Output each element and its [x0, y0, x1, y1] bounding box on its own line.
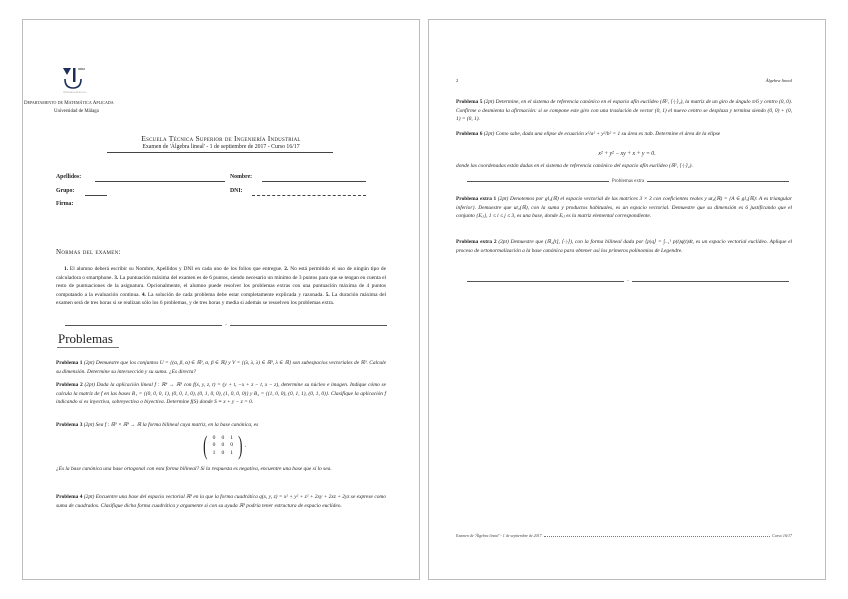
dni-field[interactable]: [252, 195, 366, 196]
apellidos-field[interactable]: [95, 181, 225, 182]
matrix-entry: 0: [230, 442, 234, 449]
extra-problems-divider: Problemas extra: [467, 179, 789, 184]
dni-label: DNI:: [230, 188, 243, 194]
page-number: 2: [456, 78, 459, 83]
firma-label: Firma:: [56, 201, 74, 207]
problem-3-continuation: ¿Es la base canónica una base ortogonal con esta forma bilineal? Si la respuesta es negativa, encuentre una base que sí lo sea.: [56, 466, 332, 472]
problem-1: Problema 1 (2pt) Demuestre que los conjuntos U = {(α, β, α) ∈ ℝ³, α, β ∈ ℝ} y V = {(λ, λ, λ) ∈ ℝ³, λ ∈ ℝ} son subespacios vectoriales de ℝ³. Calcule su dimensión. Determine su intersección y su suma. ¿Es directa?: [56, 360, 386, 375]
problem-4: Problema 4 (2pt) Encuentre una base del espacio vectorial ℝ³ en la que la forma cuadrática q(x, y, z) = x² + y² + z² + 2xy + 2xz + 2yz se exprese como suma de cuadrados. Clasifique dicha forma cuadrática y argumente si con su ayuda ℝ³ podría tener estructura de espacio euclídeo.: [56, 494, 386, 509]
problem-6: Problema 6 (2pt) Como sabe, dada una elipse de ecuación x²/a² + y²/b² = 1 su área es πab. Determine el área de la elipse: [456, 131, 721, 137]
problem-2: Problema 2 (2pt) Dada la aplicación lineal f : ℝ⁴ → ℝ³ con f(x, y, z, t) = (y + t, −x + z − t, x − z), determine su núcleo e imagen. Indique cómo se calcula la matriz de f en las bases B₁ = {(0, 0, 0, 1), (0, 0, 1, 0), (0, 1, 0, 0), (1, 0, 0, 0)} y B₂ = {(1, 0, 0), (0, 1, 1), (0, 1, 0)}. Clasifique la aplicación f indicando si es inyectiva, sobreyectiva o biyectiva. Determine f(S) donde S ≡ x + y − z = 0.: [56, 382, 386, 406]
matrix-row: [210, 442, 236, 450]
matrix-entry: 1: [230, 434, 234, 441]
matrix-entry: 0: [212, 442, 216, 449]
problem-3-matrix: ( 0 0 1 0 0 0 1 0 1 ) .: [203, 431, 247, 460]
matrix-entry: 0: [221, 442, 225, 449]
rule-number: 5.: [325, 291, 330, 298]
grupo-label: Grupo:: [56, 188, 75, 194]
university-logo: [61, 66, 93, 98]
rules-paragraph: [56, 265, 386, 308]
running-head: Álgebra lineal: [765, 78, 792, 83]
matrix-entry: 1: [212, 449, 216, 456]
problem-3: Problema 3 (2pt) Sea f : ℝ³ × ℝ³ → ℝ la forma bilineal cuya matriz, en la base canónica, es: [56, 422, 259, 428]
matrix-entry: 0: [212, 434, 216, 441]
logo-text: uma: [78, 66, 85, 71]
document-page-1: [22, 19, 420, 580]
matrix-entry: 0: [221, 449, 225, 456]
matrix-entry: 1: [230, 449, 234, 456]
footer-right: Curso 16/17: [772, 533, 792, 538]
footer-left: Examen de 'Álgebra lineal' - 1 de septiembre de 2017: [456, 533, 542, 538]
section-title-underline: [57, 347, 119, 348]
rule-text: El alumno deberá escribir su Nombre, Apellidos y DNI en cada uno de los folios que entregue.: [69, 266, 283, 272]
matrix-row: [210, 435, 236, 443]
grupo-field[interactable]: [85, 195, 107, 196]
problem-6-continuation: donde las coordenadas están dadas en el sistema de referencia canónico del espacio afín euclídeo (ℝ², ⟨·|·⟩₂).: [456, 163, 693, 169]
problem-6-equation: x² + y² − xy + x + y = 0.: [598, 151, 656, 157]
subtitle-underline: [107, 152, 333, 153]
end-divider: ◦: [467, 279, 789, 284]
rule-text: No está permitido el uso de ningún tipo de calculadora o smartphone.: [56, 266, 386, 281]
section-divider: ◦: [65, 323, 387, 328]
rule-text: La puntuación máxima del examen es de 6 puntos, siendo necesario un mínimo de 3 puntos para que se tengan en cuenta el resto de puntuaciones de la asignatura. Opcionalmente, el alumno puede resolver los problemas extras con una puntuación máxima de 4 puntos computando a la evaluación continua.: [56, 274, 386, 298]
uma-logo-icon: [61, 66, 93, 92]
section-title-problemas: Problemas: [58, 331, 113, 346]
document-page-2: [428, 19, 826, 580]
extra-problem-2: Problema extra 2 (2pt) Demuestre que (ℝ₂[t], ⟨·|·⟩), con la forma bilineal dada por ⟨p|q⟩ = ∫₋₁¹ p(t)q(t)dt, es un espacio vectorial euclídeo. Aplique el proceso de ortonormalización a la base canónica para obtener así los primeros polinomios de Legendre.: [456, 239, 792, 254]
problem-5: Problema 5 (2pt) Determine, en el sistema de referencia canónico en el espacio afín euclídeo (ℝ², ⟨·|·⟩₂), la matriz de un giro de ángulo π/6 y centro (0, 0). Confirme o desmienta la afirmación: si se compone este giro con una traslación de vector (0, 1) el nuevo centro se desplaza y termina siendo (0, 0) + (0, 1) = (0, 1).: [456, 99, 792, 123]
rule-number: 4.: [141, 291, 146, 298]
department-name: Departamento de Matemática Aplicada: [24, 101, 114, 106]
logo-subtext: UNIVERSIDAD DE MÁLAGA: [63, 92, 87, 94]
rule-text: La solución de cada problema debe estar completamente explicada y razonada.: [147, 291, 324, 298]
rule-text: La duración máxima del examen será de tres horas si se realizan sólo los 6 problemas, y de tres horas y media si además se resuelven los problemas extra.: [56, 291, 386, 307]
university-name: Universidad de Málaga: [54, 109, 99, 114]
school-title: Escuela Técnica Superior de Ingeniería Industrial: [141, 134, 301, 143]
apellidos-label: Apellidos:: [56, 174, 82, 180]
page-footer: [456, 533, 792, 538]
rule-number: 3.: [114, 274, 119, 281]
matrix-entry: 0: [221, 434, 225, 441]
matrix-row: [210, 450, 236, 458]
nombre-field[interactable]: [262, 181, 366, 182]
rules-heading: Normas del examen:: [56, 248, 121, 256]
exam-subtitle: Examen de 'Álgebra lineal' - 1 de septiembre de 2017 - Curso 16/17: [142, 144, 300, 150]
rule-number: 2.: [284, 266, 289, 272]
nombre-label: Nombre:: [230, 174, 253, 180]
rule-number: 1.: [64, 266, 69, 272]
extra-problem-1: Problema extra 1 (2pt) Denotemos por gl₃(ℝ) el espacio vectorial de las matrices 3 × 3 con coeficientes reales y ut₃(ℝ) = {A ∈ gl₃(ℝ): A es triangular inferior}. Demuestre que ut₃(ℝ), con la suma y productos habituales, es un espacio vectorial. Demuestre que su dimensión es 6 justificando que el conjunto {Eᵢⱼ}, 1 ≤ i ≤ j ≤ 3, es una base, donde Eᵢⱼ es la matriz elemental correspondiente.: [456, 196, 792, 220]
